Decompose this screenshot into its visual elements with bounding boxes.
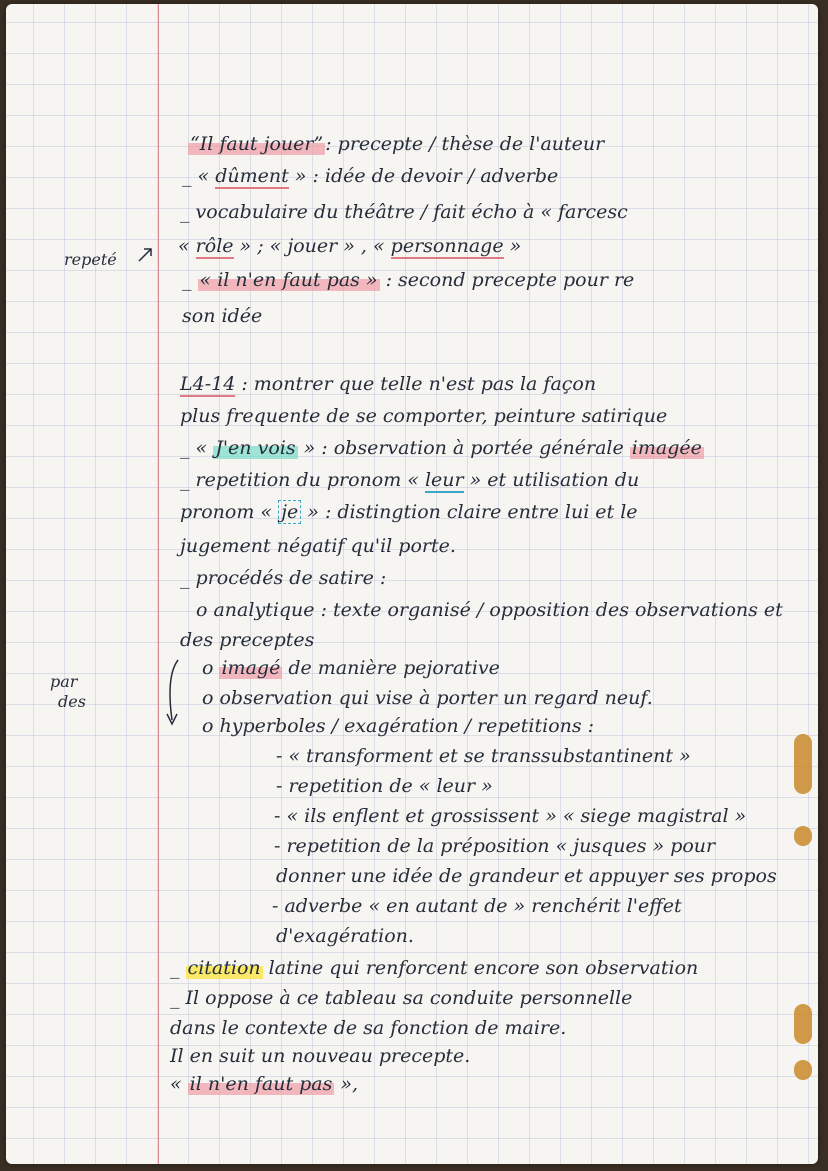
note-line [182, 164, 558, 188]
line-text: o analytique : texte organisé / opposition des observations et [196, 599, 783, 621]
line-text: d'exagération. [276, 925, 414, 947]
line-text: latine qui renforcent encore son observation [262, 957, 699, 979]
note-line [180, 534, 456, 558]
marked-text: imagé [221, 657, 281, 679]
line-text: o [202, 657, 220, 679]
line-text: Il en suit un nouveau precepte. [170, 1045, 471, 1067]
marked-text: dûment [215, 165, 289, 187]
note-line [196, 598, 783, 622]
line-text: _ vocabulaire du théâtre / fait écho à « farcesc [180, 201, 628, 223]
line-text: _ procédés de satire : [180, 567, 387, 589]
line-text: - « transforment et se transsubstantinent » [276, 745, 691, 767]
line-text: « [170, 1073, 188, 1095]
line-text: - adverbe « en autant de » renchérit l'effet [272, 895, 682, 917]
note-line [182, 304, 262, 328]
line-text: pronom « [180, 501, 279, 523]
line-text: donner une idée de grandeur et appuyer ses propos [276, 865, 777, 887]
note-line [170, 1016, 566, 1040]
note-line [202, 656, 500, 680]
line-text: plus frequente de se comporter, peinture satirique [180, 405, 668, 427]
line-text: » et utilisation du [463, 469, 640, 491]
line-text: - repetition de la préposition « jusques » pour [274, 835, 716, 857]
note-line [188, 132, 604, 156]
arrow-up-right-icon [136, 244, 156, 264]
note-line [274, 804, 746, 828]
marked-text: « il n'en faut pas » [199, 269, 378, 291]
marked-text: “Il faut jouer” [190, 133, 324, 155]
line-text: _ « [180, 437, 214, 459]
marked-text: je [278, 500, 301, 524]
line-text: - « ils enflent et grossissent » « siege magistral » [274, 805, 747, 827]
notebook-page [6, 4, 818, 1164]
note-line [276, 924, 414, 948]
line-text: dans le contexte de sa fonction de maire. [170, 1017, 567, 1039]
note-line [178, 234, 521, 258]
margin-note-repete: repeté [64, 250, 117, 269]
line-text: _ « [182, 165, 216, 187]
note-line [170, 1044, 470, 1068]
note-line [170, 1072, 358, 1096]
binding-hole [794, 1004, 812, 1044]
line-text: » : observation à portée générale [297, 437, 630, 459]
line-text: o hyperboles / exagération / repetitions : [202, 715, 595, 737]
marked-text: L4-14 [180, 373, 236, 395]
line-text: - repetition de « leur » [276, 775, 493, 797]
marked-text: rôle [195, 235, 234, 257]
line-text: _ [182, 269, 198, 291]
note-line [202, 686, 653, 710]
line-text: » : idée de devoir / adverbe [288, 165, 559, 187]
note-line [182, 268, 634, 292]
line-text: de manière pejorative [282, 657, 500, 679]
binding-hole [794, 734, 812, 794]
note-line [180, 566, 386, 590]
binding-hole [794, 1060, 812, 1080]
note-line [272, 894, 682, 918]
note-line [276, 744, 691, 768]
line-text: _ Il oppose à ce tableau sa conduite personnelle [170, 987, 633, 1009]
line-text: o observation qui vise à porter un regard neuf. [202, 687, 653, 709]
line-text: : second precepte pour re [379, 269, 635, 291]
note-line [180, 436, 704, 460]
line-text: _ repetition du pronom « [180, 469, 425, 491]
note-line [180, 628, 314, 652]
marked-text: citation [187, 957, 261, 979]
margin-note-par: par [50, 672, 78, 691]
marked-text: il n'en faut pas [189, 1073, 333, 1095]
binding-hole [794, 826, 812, 846]
bracket-arrow-icon [162, 656, 184, 732]
marked-text: J'en vois [215, 437, 296, 459]
line-text: des preceptes [180, 629, 315, 651]
marked-text: personnage [390, 235, 504, 257]
line-text: » [503, 235, 522, 257]
marked-text: imagée [631, 437, 702, 459]
note-line [276, 864, 777, 888]
note-line [180, 404, 667, 428]
note-line [180, 468, 639, 492]
note-line [180, 372, 596, 396]
line-text: : precepte / thèse de l'auteur [325, 133, 605, 155]
margin-note-des: des [58, 692, 86, 711]
note-line [276, 774, 493, 798]
note-line [170, 986, 632, 1010]
line-text: » : distingtion claire entre lui et le [301, 501, 638, 523]
note-line [170, 956, 698, 980]
marked-text: leur [424, 469, 464, 491]
line-text: _ [170, 957, 186, 979]
line-text: « [178, 235, 196, 257]
note-line [180, 500, 638, 524]
note-line [202, 714, 594, 738]
line-text: jugement négatif qu'il porte. [180, 535, 456, 557]
margin-line [158, 4, 159, 1164]
line-text: », [334, 1073, 359, 1095]
note-line [274, 834, 715, 858]
note-line [180, 200, 628, 224]
line-text: : montrer que telle n'est pas la façon [235, 373, 597, 395]
line-text: » ; « jouer » , « [233, 235, 391, 257]
line-text: son idée [182, 305, 263, 327]
